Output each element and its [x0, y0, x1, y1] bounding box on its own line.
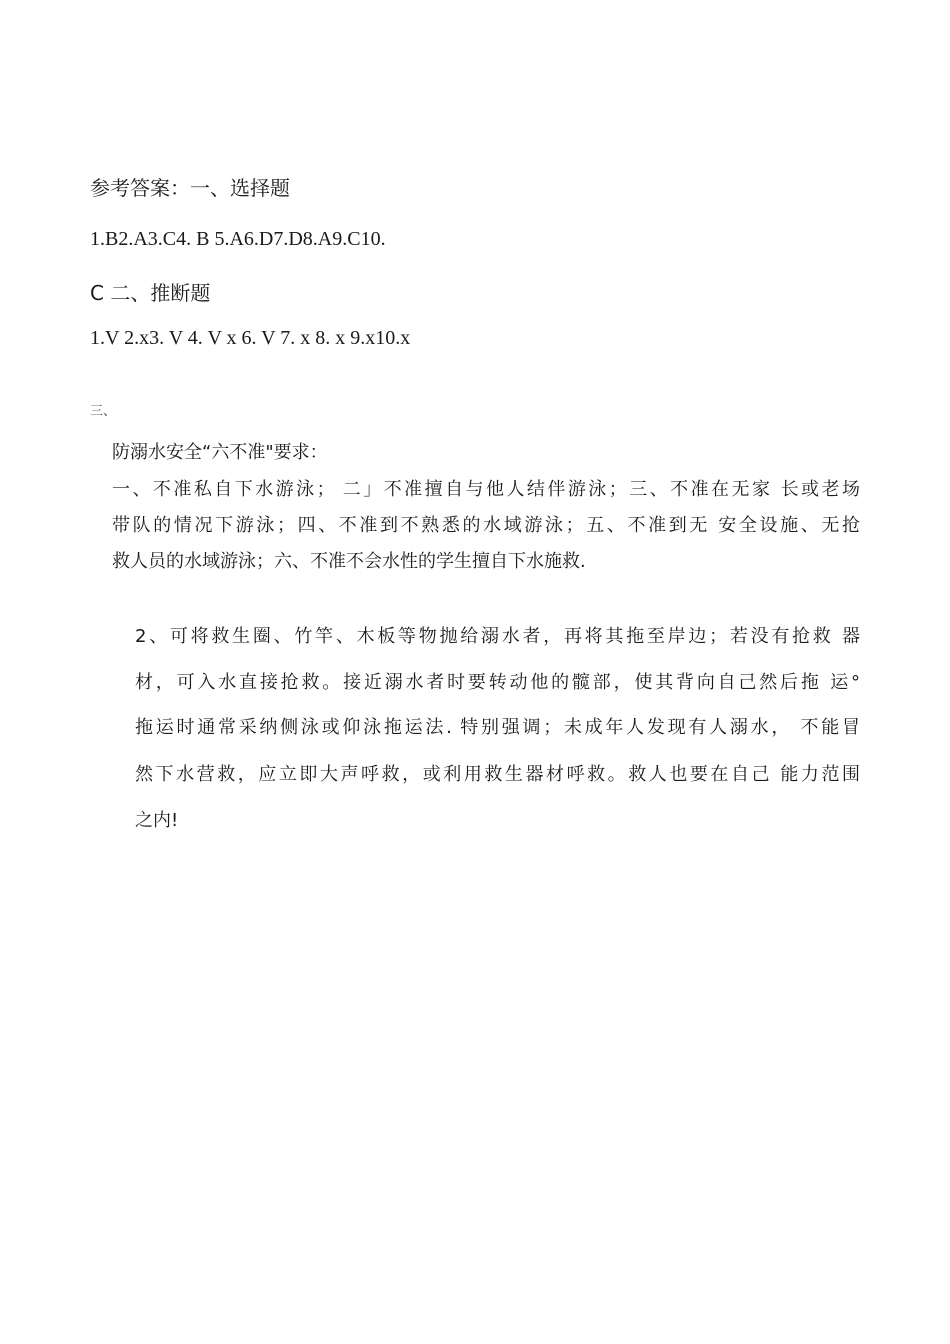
rescue-paragraph-line: 之内!	[135, 810, 179, 831]
six-rules-line: 一、不准私自下水游泳； 二」不准擅自与他人结伴游泳；三、不准在无家 长或老场	[112, 479, 860, 500]
true-false-heading: C 二、推断题	[90, 281, 211, 305]
rescue-paragraph-line: 2、可将救生圈、竹竿、木板等物抛给溺水者，再将其拖至岸边；若没有抢救 器	[135, 626, 860, 647]
multiple-choice-answers: 1.B2.A3.C4. B 5.A6.D7.D8.A9.C10.	[90, 228, 386, 250]
rescue-paragraph-line: 然下水营救，应立即大声呼救，或利用救生器材呼救。救人也要在自己 能力范围	[135, 764, 860, 785]
rescue-paragraph-line: 拖运时通常采纳侧泳或仰泳拖运法. 特别强调；未成年人发现有人溺水， 不能冒	[135, 717, 860, 738]
six-rules-line: 带队的情况下游泳；四、不准到不熟悉的水域游泳；五、不准到无 安全设施、无抢	[112, 515, 860, 536]
six-rules-title: 防溺水安全“六不准"要求：	[112, 442, 328, 463]
six-rules-line: 救人员的水域游泳；六、不准不会水性的学生擅自下水施救.	[112, 551, 586, 572]
true-false-answers: 1.V 2.x3. V 4. V x 6. V 7. x 8. x 9.x10.x	[90, 327, 411, 349]
section-three-label: 三、	[90, 404, 117, 419]
answer-key-heading: 参考答案：一、选择题	[90, 176, 290, 200]
rescue-paragraph-line: 材，可入水直接抢救。接近溺水者时要转动他的髋部，使其背向自己然后拖 运°	[135, 672, 860, 693]
